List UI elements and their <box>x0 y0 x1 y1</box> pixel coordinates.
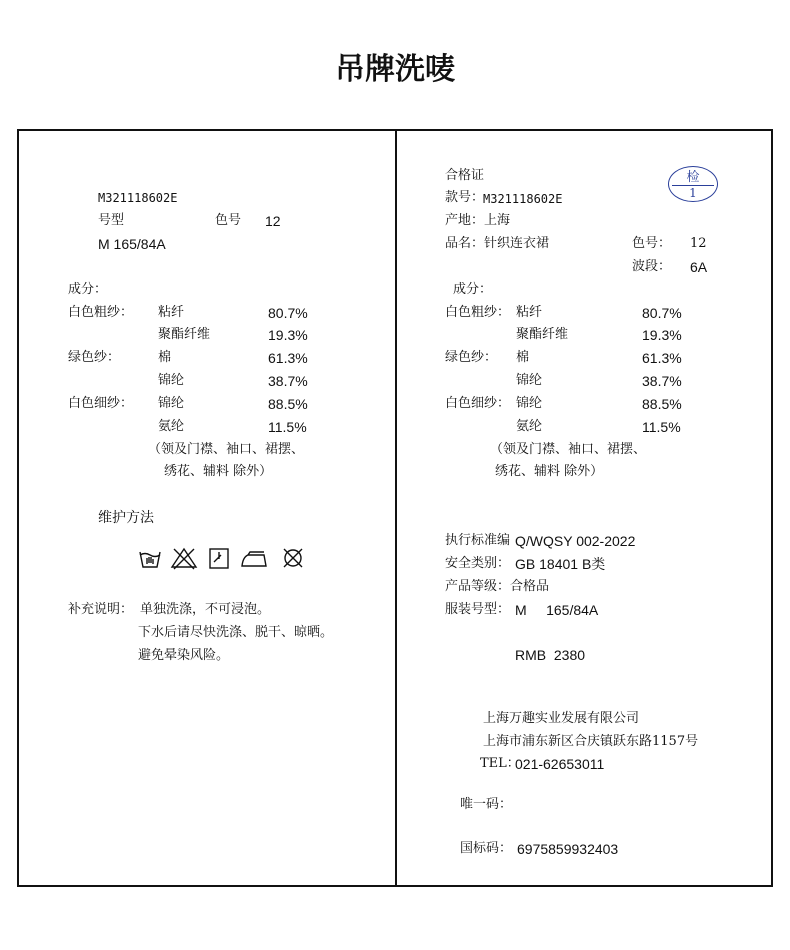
product-grade: 产品等级：合格品 <box>445 579 550 594</box>
note-line: 避免晕染风险。 <box>138 648 230 663</box>
fiber-percentage: 80.7% <box>642 305 682 321</box>
fiber-percentage: 11.5% <box>642 419 681 435</box>
fiber-name: 聚酯纤维 <box>158 327 211 342</box>
yarn-label: 绿色纱： <box>68 350 121 365</box>
origin: 产地：上海 <box>445 213 511 228</box>
exclusion-note: 绣花、辅料 除外） <box>164 464 273 479</box>
fiber-name: 聚酯纤维 <box>516 327 569 342</box>
care-title: 维护方法 <box>98 510 154 526</box>
fiber-percentage: 38.7% <box>642 373 682 389</box>
unique-code-label: 唯一码： <box>460 797 513 812</box>
color-label: 色号： <box>632 236 672 251</box>
fiber-name: 氨纶 <box>516 419 543 434</box>
fiber-name: 氨纶 <box>158 419 185 434</box>
fiber-percentage: 61.3% <box>642 350 682 366</box>
style-number: M321118602E <box>483 192 563 206</box>
stamp-number: 1 <box>689 186 697 200</box>
exclusion-note: （领及门襟、袖口、裙摆、 <box>148 442 305 457</box>
tel-label: TEL： <box>480 756 520 771</box>
yarn-label: 绿色纱： <box>445 350 498 365</box>
barcode-label: 国标码： <box>460 841 513 856</box>
fiber-name: 粘纤 <box>158 305 185 320</box>
safety-label: 安全类别： <box>445 556 511 571</box>
stamp-text: 检 <box>686 170 700 185</box>
color-value: 12 <box>690 236 707 251</box>
fiber-percentage: 19.3% <box>642 327 682 343</box>
yarn-label: 白色细纱： <box>68 396 134 411</box>
fiber-name: 粘纤 <box>516 305 543 320</box>
tel-value: 021-62653011 <box>515 756 605 772</box>
company-address: 上海市浦东新区合庆镇跃东路1157号 <box>483 734 699 749</box>
certificate-title: 合格证 <box>445 168 485 183</box>
note-label: 补充说明： <box>68 602 134 617</box>
yarn-label: 白色粗纱： <box>445 305 511 320</box>
fiber-percentage: 88.5% <box>642 396 682 412</box>
composition-label: 成分： <box>453 282 493 297</box>
low-iron-icon <box>242 552 266 566</box>
color-value: 12 <box>265 213 281 229</box>
safety-value: GB 18401 B类 <box>515 556 606 572</box>
exclusion-note: （领及门襟、袖口、裙摆、 <box>490 442 647 457</box>
barcode-value: 6975859932403 <box>517 841 619 857</box>
fiber-name: 棉 <box>516 350 530 365</box>
batch-value: 6A <box>690 259 708 275</box>
note-line: 单独洗涤，不可浸泡。 <box>140 602 271 617</box>
yarn-label: 白色粗纱： <box>68 305 134 320</box>
color-label: 色号 <box>215 213 242 228</box>
fiber-percentage: 19.3% <box>268 327 308 343</box>
fiber-name: 锦纶 <box>158 396 185 411</box>
standard-label: 执行标准编 <box>445 533 511 548</box>
size-value: M 165/84A <box>98 236 166 252</box>
fiber-percentage: 80.7% <box>268 305 308 321</box>
fiber-name: 棉 <box>158 350 172 365</box>
tag-divider <box>395 129 397 887</box>
hand-wash-icon <box>140 552 160 567</box>
price: RMB 2380 <box>515 647 586 663</box>
note-line: 下水后请尽快洗涤、脱干、晾晒。 <box>138 625 334 640</box>
size-label: 号型 <box>98 213 125 228</box>
yarn-label: 白色细纱： <box>445 396 511 411</box>
line-dry-icon <box>210 549 228 568</box>
exclusion-note: 绣花、辅料 除外） <box>495 464 604 479</box>
inspection-stamp <box>668 166 718 202</box>
composition-label: 成分： <box>68 282 108 297</box>
garment-size-value: M 165/84A <box>515 602 599 618</box>
fiber-percentage: 11.5% <box>268 419 307 435</box>
fiber-name: 锦纶 <box>516 373 543 388</box>
garment-size-label: 服装号型： <box>445 602 511 617</box>
fiber-name: 锦纶 <box>158 373 185 388</box>
fiber-percentage: 61.3% <box>268 350 308 366</box>
care-icons <box>138 545 318 573</box>
do-not-dry-clean-icon <box>284 549 302 567</box>
fiber-name: 锦纶 <box>516 396 543 411</box>
page-title: 吊牌洗唛 <box>335 52 455 87</box>
product-name: 品名：针织连衣裙 <box>445 236 550 251</box>
company-name: 上海万趣实业发展有限公司 <box>483 711 640 726</box>
do-not-bleach-icon <box>172 549 196 569</box>
style-number: M321118602E <box>98 191 178 205</box>
fiber-percentage: 38.7% <box>268 373 308 389</box>
standard-value: Q/WQSY 002-2022 <box>515 533 636 549</box>
batch-label: 波段： <box>632 259 672 274</box>
fiber-percentage: 88.5% <box>268 396 308 412</box>
style-label: 款号： <box>445 190 485 205</box>
